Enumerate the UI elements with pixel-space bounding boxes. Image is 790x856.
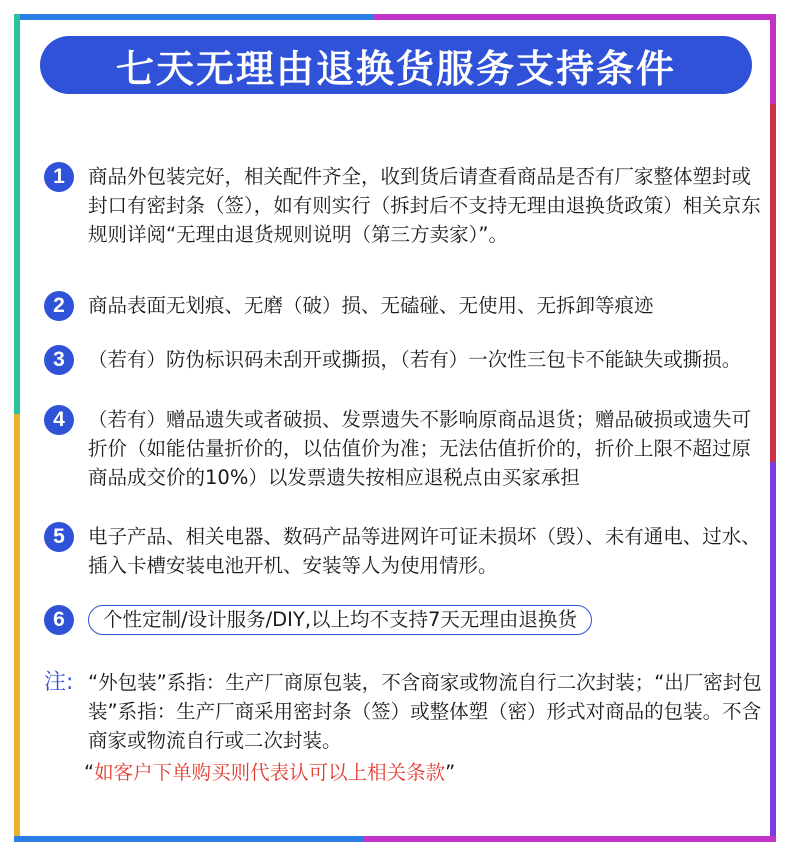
number-badge-1: 1	[44, 162, 74, 192]
agreement-statement	[84, 758, 455, 788]
condition-text-5: 电子产品、相关电器、数码产品等进网许可证未损坏（毁）、未有通电、过水、插入卡槽安装电池开机、安装等人为使用情形。	[88, 525, 761, 577]
open-quote: “	[84, 761, 95, 784]
number-badge-3: 3	[44, 345, 74, 375]
note-text: “外包装”系指：生产厂商原包装，不含商家或物流自行二次封装；“出厂密封包装”系指：生产厂商采用密封条（签）或整体塑（密）形式对商品的包装。不含商家或物流自行或二次封装。	[88, 671, 762, 752]
number-badge-5: 5	[44, 522, 74, 552]
title-banner	[40, 36, 752, 94]
number-badge-4: 4	[44, 405, 74, 435]
page-title: 七天无理由退换货服务支持条件	[115, 46, 676, 91]
condition-text-4: （若有）赠品遗失或者破损、发票遗失不影响原商品退货；赠品破损或遗失可折价（如能估量折价的，以估值价为准；无法估值折价的，折价上限不超过原商品成交价的10%）以发票遗失按相应退税点由买家承担	[88, 408, 752, 489]
note-label: 注:	[44, 670, 74, 695]
number-badge-6: 6	[44, 605, 74, 635]
condition-text-6-highlight: 个性定制/设计服务/DIY,以上均不支持7天无理由退换货	[88, 605, 592, 635]
condition-text-3: （若有）防伪标识码未刮开或撕损，（若有）一次性三包卡不能缺失或撕损。	[88, 348, 742, 371]
agreement-text: 如客户下单购买则代表认可以上相关条款	[94, 761, 446, 784]
condition-text-1: 商品外包装完好，相关配件齐全，收到货后请查看商品是否有厂家整体塑封或封口有密封条（签），如有则实行（拆封后不支持无理由退换货政策）相关京东规则详阅“无理由退货规则说明（第三方卖家）”。	[88, 165, 761, 246]
number-badge-2: 2	[44, 291, 74, 321]
condition-text-2: 商品表面无划痕、无磨（破）损、无磕碰、无使用、无拆卸等痕迹	[88, 294, 654, 317]
close-quote: ”	[445, 761, 456, 784]
